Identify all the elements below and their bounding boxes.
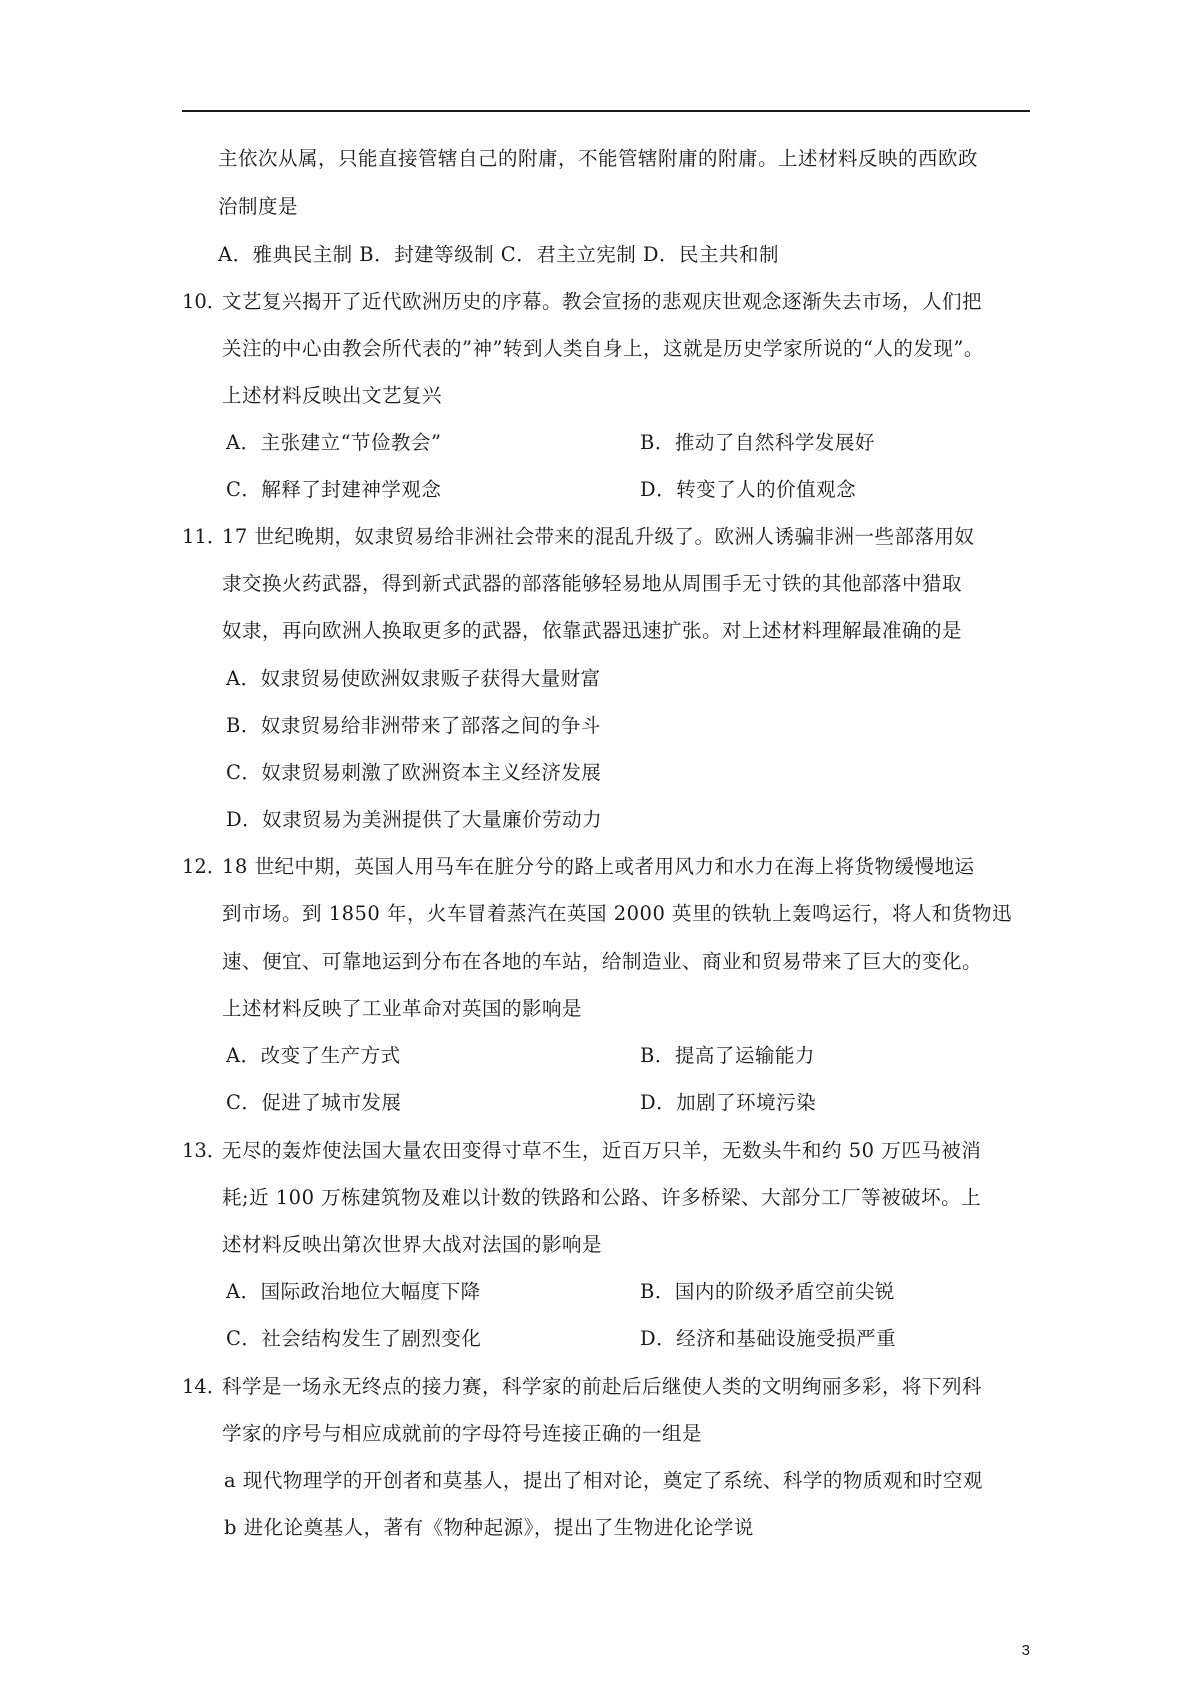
q11-text-line-1: 17 世纪晚期，奴隶贸易给非洲社会带来的混乱升级了。欧洲人诱骗非洲一些部落用奴 xyxy=(222,525,975,548)
q12-option-b: B．提高了运输能力 xyxy=(640,1044,815,1067)
q13-text-line-1: 无尽的轰炸使法国大量农田变得寸草不生，近百万只羊，无数头牛和约 50 万匹马被消 xyxy=(222,1139,982,1162)
q11-text-line-3: 奴隶，再向欧洲人换取更多的武器，依靠武器迅速扩张。对上述材料理解最准确的是 xyxy=(222,619,963,642)
q10-text-line-1: 文艺复兴揭开了近代欧洲历史的序幕。教会宣扬的悲观庆世观念逐渐失去市场，人们把 xyxy=(222,290,983,313)
q14-number: 14． xyxy=(182,1375,227,1398)
q14-text-line-1: 科学是一场永无终点的接力赛，科学家的前赴后后继使人类的文明绚丽多彩，将下列科 xyxy=(222,1375,983,1398)
q10-option-b: B．推动了自然科学发展好 xyxy=(640,431,875,454)
q14-item-a: a 现代物理学的开创者和莫基人，提出了相对论，奠定了系统、科学的物质观和时空观 xyxy=(224,1469,983,1492)
q13-option-a: A．国际政治地位大幅度下降 xyxy=(226,1280,481,1303)
q9-options: A．雅典民主制 B．封建等级制 C．君主立宪制 D．民主共和制 xyxy=(218,243,780,266)
q12-text-line-3: 速、便宜、可靠地运到分布在各地的车站，给制造业、商业和贸易带来了巨大的变化。 xyxy=(222,950,983,973)
q11-option-c: C．奴隶贸易刺激了欧洲资本主义经济发展 xyxy=(226,761,602,784)
q12-text-line-4: 上述材料反映了工业革命对英国的影响是 xyxy=(222,997,583,1020)
q10-option-c: C．解释了封建神学观念 xyxy=(226,478,442,501)
q11-option-d: D．奴隶贸易为美洲提供了大量廉价劳动力 xyxy=(226,808,603,831)
q13-option-d: D．经济和基础设施受损严重 xyxy=(640,1327,897,1350)
q13-option-b: B．国内的阶级矛盾空前尖锐 xyxy=(640,1280,895,1303)
q9-text-line-1: 主依次从属，只能直接管辖自己的附庸，不能管辖附庸的附庸。上述材料反映的西欧政 xyxy=(218,147,979,170)
q13-text-line-2: 耗;近 100 万栋建筑物及难以计数的铁路和公路、许多桥梁、大部分工厂等被破坏。上 xyxy=(222,1186,982,1209)
q10-option-a: A．主张建立“节俭教会” xyxy=(226,431,442,454)
q12-option-a: A．改变了生产方式 xyxy=(226,1044,401,1067)
page-number: 3 xyxy=(1021,1642,1030,1659)
q11-text-line-2: 隶交换火药武器，得到新式武器的部落能够轻易地从周围手无寸铁的其他部落中猎取 xyxy=(222,572,963,595)
q12-option-d: D．加剧了环境污染 xyxy=(640,1091,817,1114)
q10-text-line-2: 关注的中心由教会所代表的”神”转到人类自身上，这就是历史学家所说的“人的发现”。 xyxy=(222,337,984,360)
q12-text-line-2: 到市场。到 1850 年，火车冒着蒸汽在英国 2000 英里的铁轨上轰鸣运行，将人和货物迅 xyxy=(222,902,1013,925)
header-rule xyxy=(182,110,1030,112)
q10-number: 10． xyxy=(182,290,227,313)
q9-text-line-2: 治制度是 xyxy=(218,195,299,218)
q10-text-line-3: 上述材料反映出文艺复兴 xyxy=(222,384,443,407)
q13-number: 13． xyxy=(182,1139,227,1162)
q12-option-c: C．促进了城市发展 xyxy=(226,1091,402,1114)
q11-number: 11． xyxy=(182,525,227,548)
q10-option-d: D．转变了人的价值观念 xyxy=(640,478,857,501)
q14-text-line-2: 学家的序号与相应成就前的字母符号连接正确的一组是 xyxy=(222,1422,703,1445)
q14-item-b: b 进化论奠基人，著有《物种起源》，提出了生物进化论学说 xyxy=(224,1516,754,1539)
q11-option-a: A．奴隶贸易使欧洲奴隶贩子获得大量财富 xyxy=(226,667,601,690)
q13-option-c: C．社会结构发生了剧烈变化 xyxy=(226,1327,482,1350)
q12-number: 12． xyxy=(182,855,227,878)
q13-text-line-3: 述材料反映出第次世界大战对法国的影响是 xyxy=(222,1233,603,1256)
q11-option-b: B．奴隶贸易给非洲带来了部落之间的争斗 xyxy=(226,714,601,737)
q12-text-line-1: 18 世纪中期，英国人用马车在脏分兮的路上或者用风力和水力在海上将货物缓慢地运 xyxy=(222,855,975,878)
